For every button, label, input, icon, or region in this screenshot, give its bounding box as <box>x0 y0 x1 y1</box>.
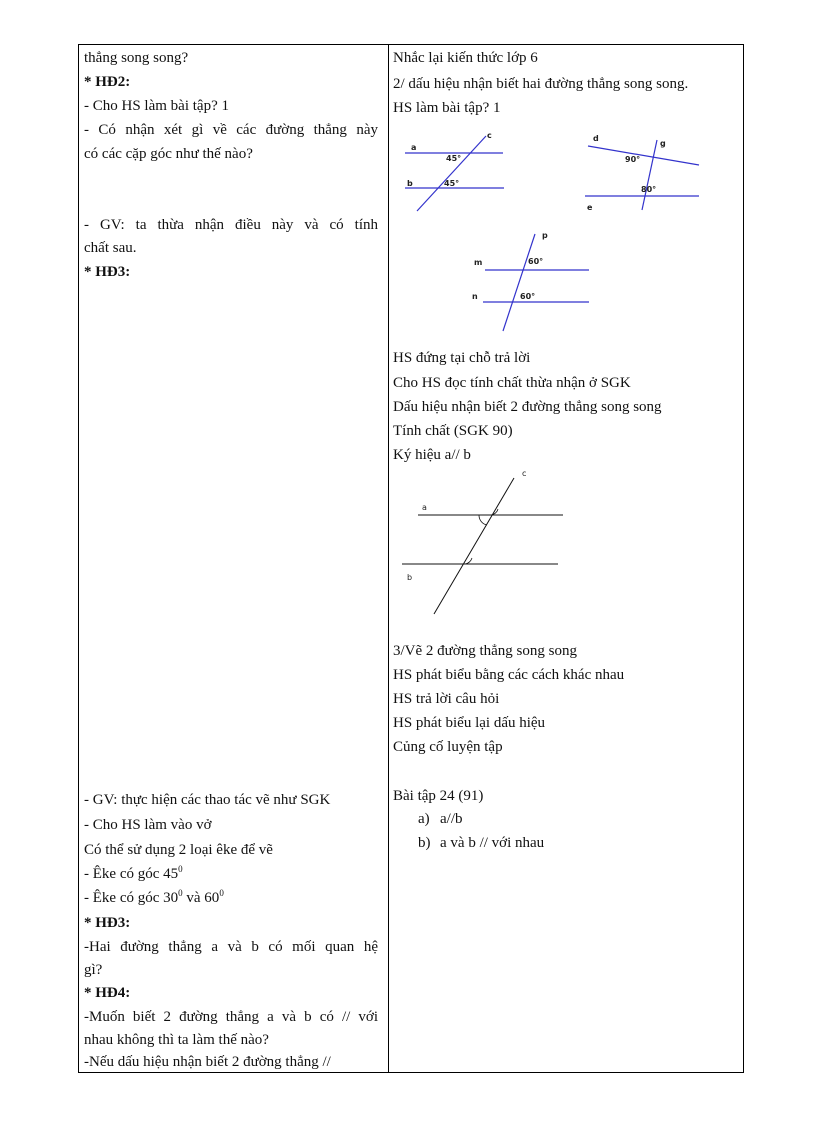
left-text-line: - Có nhận xét gì về các đường thẳng này <box>84 122 378 138</box>
left-text-line: gì? <box>84 962 103 978</box>
left-text-line: -Nếu dấu hiệu nhận biết 2 đường thẳng // <box>84 1054 331 1070</box>
angle-label: 45° <box>444 179 460 188</box>
left-text-line: - Cho HS làm bài tập? 1 <box>84 98 229 114</box>
right-text-line: HS phát biểu bằng các cách khác nhau <box>393 667 625 683</box>
label-c: c <box>487 131 492 140</box>
label-b: b <box>407 179 413 188</box>
label-a: a <box>422 503 427 512</box>
label-n: n <box>472 292 478 301</box>
left-text-line: có các cặp góc như thế nào? <box>84 146 253 162</box>
label-c: c <box>522 469 527 478</box>
angle-arc <box>479 515 487 525</box>
left-text-line: chất sau. <box>84 240 137 256</box>
label-m: m <box>474 258 483 267</box>
figure-parallel-lines-ab <box>398 464 568 619</box>
angle-label: 45° <box>446 154 462 163</box>
transversal-c <box>434 478 514 614</box>
label-d: d <box>593 134 599 143</box>
right-text-line: 2/ dấu hiệu nhận biết hai đường thẳng song song. <box>393 76 689 92</box>
right-text-line: Ký hiệu a// b <box>393 447 471 463</box>
right-text-line: Nhắc lại kiến thức lớp 6 <box>393 50 538 66</box>
list-item-text: a//b <box>440 811 463 827</box>
figure-not-parallel <box>585 130 705 215</box>
figure-parallel-60 <box>470 228 595 338</box>
activity-heading-hd4: * HĐ4: <box>84 985 131 1001</box>
list-item-marker: b) <box>418 835 431 851</box>
left-text-line: thẳng song song? <box>84 50 189 66</box>
left-text-line: Có thể sử dụng 2 loại êke để vẽ <box>84 842 273 858</box>
right-text-line: Cho HS đọc tính chất thừa nhận ở SGK <box>393 375 631 391</box>
right-text-line: HS trả lời câu hỏi <box>393 691 500 707</box>
right-text-line: HS làm bài tập? 1 <box>393 100 501 116</box>
left-text-line: nhau không thì ta làm thế nào? <box>84 1032 269 1048</box>
angle-label: 90° <box>625 155 641 164</box>
transversal-g <box>642 140 657 210</box>
line-d <box>588 146 699 165</box>
left-text-line: - Êke có góc $45^0$ <box>84 864 183 882</box>
label-g: g <box>660 139 666 148</box>
label-a: a <box>411 143 417 152</box>
column-divider <box>388 45 389 1072</box>
transversal-c <box>417 136 486 211</box>
label-e: e <box>587 203 593 212</box>
list-item-text: a và b // với nhau <box>440 835 545 851</box>
label-p: p <box>542 231 548 240</box>
figure-parallel-45 <box>400 130 510 215</box>
activity-heading-hd2: * HĐ2: <box>84 74 131 90</box>
left-text-line: -Hai đường thẳng a và b có mối quan hệ <box>84 939 378 955</box>
list-item-marker: a) <box>418 811 430 827</box>
right-text-line: Củng cố luyện tập <box>393 739 503 755</box>
right-text-line: Dấu hiệu nhận biết 2 đường thẳng song song <box>393 399 662 415</box>
angle-label: 60° <box>520 292 536 301</box>
right-text-line: Tính chất (SGK 90) <box>393 423 513 439</box>
right-text-line: HS phát biểu lại dấu hiệu <box>393 715 546 731</box>
angle-label: 80° <box>641 185 657 194</box>
right-text-line: Bài tập 24 (91) <box>393 788 484 804</box>
left-text-line: - Cho HS làm vào vở <box>84 817 212 833</box>
right-text-line: 3/Vẽ 2 đường thẳng song song <box>393 643 577 659</box>
activity-heading-hd3: * HĐ3: <box>84 915 131 931</box>
left-text-line: - GV: ta thừa nhận điều này và có tính <box>84 217 378 233</box>
transversal-p <box>503 234 535 331</box>
left-text-line: - Êke có góc $30^0$ và $60^0$ <box>84 888 224 906</box>
activity-heading-hd3: * HĐ3: <box>84 264 131 280</box>
angle-label: 60° <box>528 257 544 266</box>
left-text-line: - GV: thực hiện các thao tác vẽ như SGK <box>84 792 331 808</box>
right-text-line: HS đứng tại chỗ trả lời <box>393 350 531 366</box>
left-text-line: -Muốn biết 2 đường thẳng a và b có // với <box>84 1009 378 1025</box>
label-b: b <box>407 573 413 582</box>
